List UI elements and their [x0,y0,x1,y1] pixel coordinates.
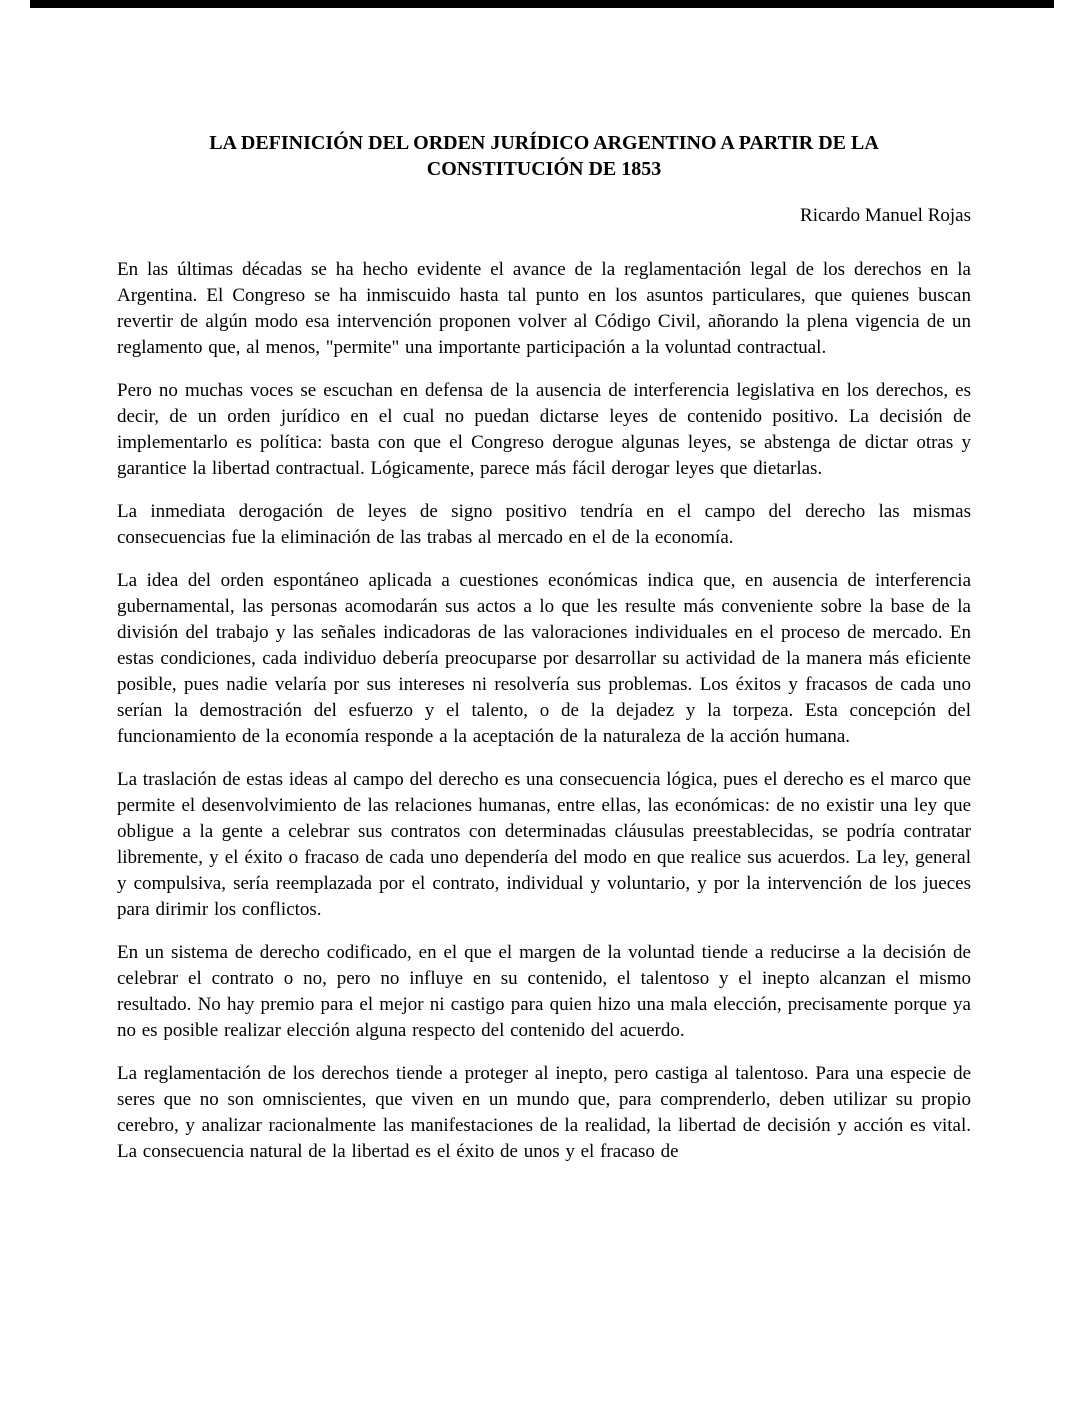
paragraph-7: La reglamentación de los derechos tiende a proteger al inepto, pero castiga al talentoso. Para una especie de seres que no son omniscientes, que viven en un mundo que, para comprenderlo, deben utilizar su propio cerebro, y analizar racionalmente las manifestaciones de la realidad, la libertad de decisión y acción es vital. La consecuencia natural de la libertad es el éxito de unos y el fracaso de [117,1063,971,1162]
paragraph-5: La traslación de estas ideas al campo del derecho es una consecuencia lógica, pues el derecho es el marco que permite el desenvolvimiento de las relaciones humanas, entre ellas, las económicas: de no existir una ley que obligue a la gente a celebrar sus contratos con determinadas cláusulas preestablecidas, se podría contratar libremente, y el éxito o fracaso de cada uno dependería del modo en que realice sus acuerdos. La ley, general y compulsiva, sería reemplazada por el contrato, individual y voluntario, y por la intervención de los jueces para dirimir los conflictos. [117,769,971,920]
document-title [117,0,971,182]
scan-edge-artifact [30,0,1054,8]
paragraph-1: En las últimas décadas se ha hecho evidente el avance de la reglamentación legal de los derechos en la Argentina. El Congreso se ha inmiscuido hasta tal punto en los asuntos particulares, que quienes buscan revertir de algún modo esa intervención proponen volver al Código Civil, añorando la plena vigencia de un reglamento que, al menos, "permite" una importante participación a la voluntad contractual. [117,259,971,358]
document-title-line1: LA DEFINICIÓN DEL ORDEN JURÍDICO ARGENTINO A PARTIR DE LA [209,132,879,154]
paragraph-4: La idea del orden espontáneo aplicada a cuestiones económicas indica que, en ausencia de interferencia gubernamental, las personas acomodarán sus actos a lo que les resulte más conveniente sobre la base de la división del trabajo y las señales indicadoras de las valoraciones individuales en el proceso de mercado. En estas condiciones, cada individuo debería preocuparse por desarrollar su actividad de la manera más eficiente posible, pues nadie velaría por sus intereses ni resolvería sus problemas. Los éxitos y fracasos de cada uno serían la demostración del esfuerzo y el talento, o de la dejadez y la torpeza. Esta concepción del funcionamiento de la economía responde a la aceptación de la naturaleza de la acción humana. [117,570,971,747]
document-title-line2: CONSTITUCIÓN DE 1853 [426,158,662,180]
author-byline: Ricardo Manuel Rojas [800,205,971,226]
paragraph-3: La inmediata derogación de leyes de signo positivo tendría en el campo del derecho las mismas consecuencias fue la eliminación de las trabas al mercado en el de la economía. [117,501,971,548]
paragraph-2: Pero no muchas voces se escuchan en defensa de la ausencia de interferencia legislativa en los derechos, es decir, de un orden jurídico en el cual no puedan dictarse leyes de contenido positivo. La decisión de implementarlo es política: basta con que el Congreso derogue algunas leyes, se abstenga de dictar otras y garantice la libertad contractual. Lógicamente, parece más fácil derogar leyes que dietarlas. [117,380,971,479]
paragraph-6: En un sistema de derecho codificado, en el que el margen de la voluntad tiende a reducirse a la decisión de celebrar el contrato o no, pero no influye en su contenido, el talentoso y el inepto alcanzan el mismo resultado. No hay premio para el mejor ni castigo para quien hizo una mala elección, precisamente porque ya no es posible realizar elección alguna respecto del contenido del acuerdo. [117,942,971,1041]
